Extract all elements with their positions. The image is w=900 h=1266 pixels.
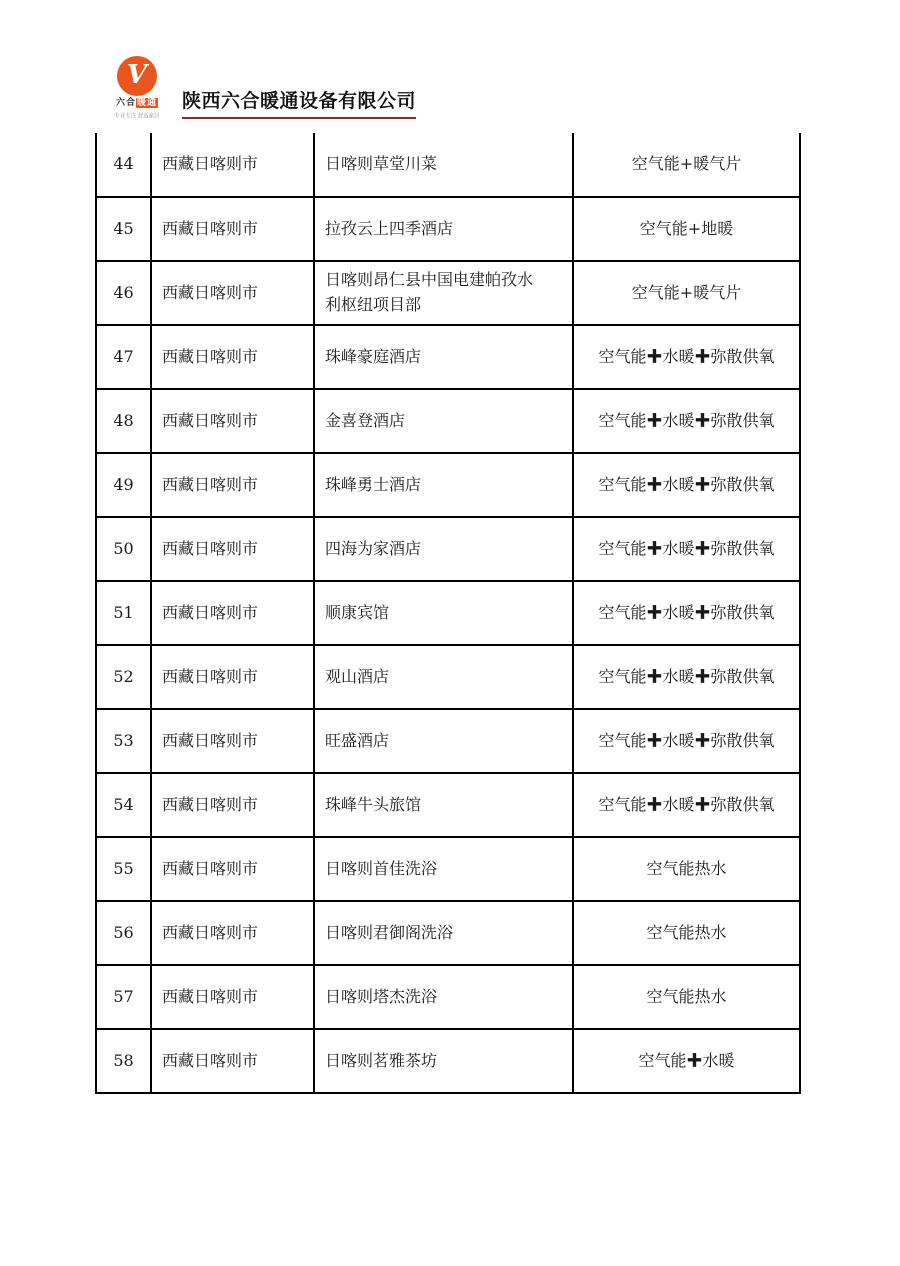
row-number-cell: 54 [96, 773, 151, 837]
row-name-cell: 拉孜云上四季酒店 [314, 197, 573, 261]
row-city-cell: 西藏日喀则市 [151, 517, 314, 581]
table-row [96, 901, 800, 965]
table-row [96, 1029, 800, 1093]
row-city-cell: 西藏日喀则市 [151, 1029, 314, 1093]
row-type-cell: 空气能+暖气片 [573, 261, 800, 325]
row-name-cell: 旺盛酒店 [314, 709, 573, 773]
row-city-cell: 西藏日喀则市 [151, 709, 314, 773]
row-city-cell: 西藏日喀则市 [151, 901, 314, 965]
table-row [96, 261, 800, 325]
company-title: 陕西六合暖通设备有限公司 [182, 86, 416, 119]
table-row [96, 133, 800, 197]
row-name-cell: 珠峰豪庭酒店 [314, 325, 573, 389]
logo-word-secondary: 暖通 [137, 98, 158, 108]
row-name-cell: 日喀则茗雅茶坊 [314, 1029, 573, 1093]
row-number-cell: 51 [96, 581, 151, 645]
table-row [96, 645, 800, 709]
row-name-cell: 金喜登酒店 [314, 389, 573, 453]
row-name-cell: 日喀则草堂川菜 [314, 133, 573, 197]
row-number-cell: 50 [96, 517, 151, 581]
row-type-cell: 空气能+暖气片 [573, 133, 800, 197]
row-type-cell: 空气能+地暖 [573, 197, 800, 261]
table-row [96, 837, 800, 901]
table-row [96, 773, 800, 837]
row-type-cell: 空气能✚水暖✚弥散供氧 [573, 389, 800, 453]
row-number-cell: 48 [96, 389, 151, 453]
logo-word-primary: 六合 [115, 98, 136, 108]
row-city-cell: 西藏日喀则市 [151, 197, 314, 261]
row-type-cell: 空气能✚水暖✚弥散供氧 [573, 773, 800, 837]
row-type-cell: 空气能✚水暖✚弥散供氧 [573, 709, 800, 773]
row-number-cell: 46 [96, 261, 151, 325]
row-number-cell: 58 [96, 1029, 151, 1093]
row-number-cell: 56 [96, 901, 151, 965]
logo-tagline: 专业专注 舒适家居 [114, 112, 160, 120]
row-name-cell: 日喀则君御阁洗浴 [314, 901, 573, 965]
table-row [96, 965, 800, 1029]
row-name-cell: 珠峰牛头旅馆 [314, 773, 573, 837]
page-header [0, 0, 900, 133]
logo-v-glyph: V [126, 60, 148, 90]
table-row [96, 389, 800, 453]
row-type-cell: 空气能热水 [573, 901, 800, 965]
row-number-cell: 45 [96, 197, 151, 261]
row-city-cell: 西藏日喀则市 [151, 133, 314, 197]
row-city-cell: 西藏日喀则市 [151, 581, 314, 645]
row-name-cell: 日喀则昂仁县中国电建帕孜水利枢纽项目部 [314, 261, 573, 325]
row-type-cell: 空气能✚水暖✚弥散供氧 [573, 453, 800, 517]
logo-wordmark [98, 98, 176, 109]
row-city-cell: 西藏日喀则市 [151, 261, 314, 325]
table-row [96, 453, 800, 517]
table-row [96, 197, 800, 261]
project-list-table [95, 133, 801, 1094]
row-city-cell: 西藏日喀则市 [151, 325, 314, 389]
table-row [96, 517, 800, 581]
row-number-cell: 44 [96, 133, 151, 197]
row-type-cell: 空气能✚水暖 [573, 1029, 800, 1093]
row-type-cell: 空气能热水 [573, 965, 800, 1029]
row-type-cell: 空气能✚水暖✚弥散供氧 [573, 517, 800, 581]
table-row [96, 325, 800, 389]
row-number-cell: 52 [96, 645, 151, 709]
row-city-cell: 西藏日喀则市 [151, 773, 314, 837]
row-type-cell: 空气能✚水暖✚弥散供氧 [573, 581, 800, 645]
row-name-cell: 珠峰勇士酒店 [314, 453, 573, 517]
row-number-cell: 53 [96, 709, 151, 773]
row-city-cell: 西藏日喀则市 [151, 965, 314, 1029]
table-row [96, 581, 800, 645]
table-body [96, 133, 800, 1093]
table-row [96, 709, 800, 773]
row-number-cell: 47 [96, 325, 151, 389]
row-type-cell: 空气能热水 [573, 837, 800, 901]
row-number-cell: 57 [96, 965, 151, 1029]
row-city-cell: 西藏日喀则市 [151, 837, 314, 901]
row-name-cell: 观山酒店 [314, 645, 573, 709]
row-name-cell: 四海为家酒店 [314, 517, 573, 581]
row-name-cell: 日喀则首佳洗浴 [314, 837, 573, 901]
row-city-cell: 西藏日喀则市 [151, 389, 314, 453]
row-type-cell: 空气能✚水暖✚弥散供氧 [573, 325, 800, 389]
row-number-cell: 55 [96, 837, 151, 901]
company-logo [98, 56, 176, 120]
row-number-cell: 49 [96, 453, 151, 517]
row-type-cell: 空气能✚水暖✚弥散供氧 [573, 645, 800, 709]
row-city-cell: 西藏日喀则市 [151, 453, 314, 517]
row-city-cell: 西藏日喀则市 [151, 645, 314, 709]
company-logo-icon [117, 56, 157, 96]
row-name-cell: 日喀则塔杰洗浴 [314, 965, 573, 1029]
row-name-cell: 顺康宾馆 [314, 581, 573, 645]
